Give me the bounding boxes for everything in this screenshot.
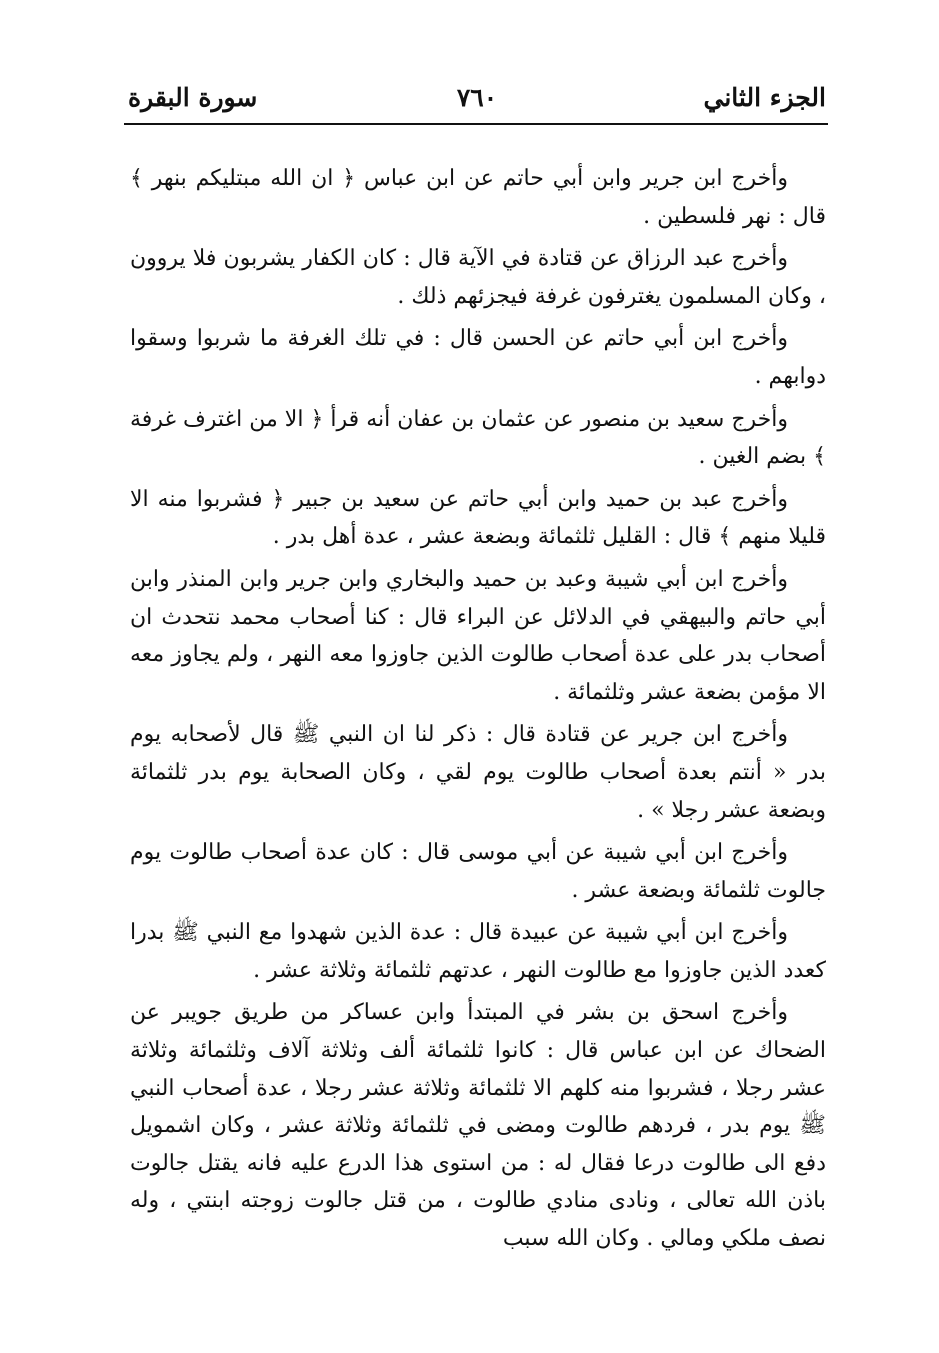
- paragraph: وأخرج عبد بن حميد وابن أبي حاتم عن سعيد بن جبير ﴿ فشربوا منه الا قليلا منهم ﴾ قال : القليل ثلثمائة وبضعة عشر ، عدة أهل بدر .: [130, 486, 826, 550]
- part-title: الجزء الثاني: [703, 83, 826, 112]
- paragraph: وأخرج ابن أبي شيبة عن عبيدة قال : عدة الذين شهدوا مع النبي ﷺ بدرا كعدد الذين جاوزوا مع طالوت النهر ، عدتهم ثلثمائة وثلاثة عشر .: [130, 920, 826, 983]
- paragraph: وأخرج ابن أبي شيبة وعبد بن حميد والبخاري وابن جرير وابن المنذر وابن أبي حاتم والبيهقي في الدلائل عن البراء قال : كنا أصحاب محمد نتحدث ان أصحاب بدر على عدة أصحاب طالوت الذين جاوزوا معه النهر ، ولم يجاوز معه الا مؤمن بضعة عشر وثلثمائة .: [130, 566, 826, 705]
- body-text: [130, 160, 826, 1263]
- paragraph: وأخرج اسحق بن بشر في المبتدأ وابن عساكر من طريق جويبر عن الضحاك عن ابن عباس قال : كانوا ثلثمائة ألف وثلاثة آلاف وثلثمائة وثلاثة عشر رجلا ، فشربوا منه كلهم الا ثلثمائة وثلاثة عشر رجلا ، عدة أصحاب النبي ﷺ يوم بدر ، فردهم طالوت ومضى في ثلثمائة وثلاثة عشر ، وكان اشمويل دفع الى طالوت درعا فقال له : من استوى هذا الدرع عليه فانه يقتل جالوت باذن الله تعالى ، ونادى منادي طالوت ، من قتل جالوت زوجته ابنتي ، وله نصف ملكي ومالي . وكان الله سبب: [130, 1000, 826, 1252]
- header-rule: [124, 123, 828, 125]
- paragraph: وأخرج ابن أبي حاتم عن الحسن قال : في تلك الغرفة ما شربوا وسقوا دوابهم .: [130, 326, 826, 389]
- paragraph: وأخرج ابن جرير عن قتادة قال : ذكر لنا ان النبي ﷺ قال لأصحابه يوم بدر « أنتم بعدة أصحاب طالوت يوم لقي ، وكان الصحابة يوم بدر ثلثمائة وبضعة عشر رجلا » .: [130, 722, 826, 823]
- page-number: ٧٦٠: [456, 83, 498, 112]
- paragraph: وأخرج ابن أبي شيبة عن أبي موسى قال : كان عدة أصحاب طالوت يوم جالوت ثلثمائة وبضعة عشر .: [130, 840, 826, 903]
- paragraph: وأخرج عبد الرزاق عن قتادة في الآية قال : كان الكفار يشربون فلا يروون ، وكان المسلمون يغترفون غرفة فيجزئهم ذلك .: [130, 246, 826, 309]
- surah-title: سورة البقرة: [128, 83, 258, 112]
- paragraph: وأخرج ابن جرير وابن أبي حاتم عن ابن عباس ﴿ ان الله مبتليكم بنهر ﴾ قال : نهر فلسطين .: [130, 166, 826, 229]
- paragraph: وأخرج سعيد بن منصور عن عثمان بن عفان أنه قرأ ﴿ الا من اغترف غرفة ﴾ بضم الغين .: [130, 406, 826, 470]
- running-head: [128, 78, 826, 118]
